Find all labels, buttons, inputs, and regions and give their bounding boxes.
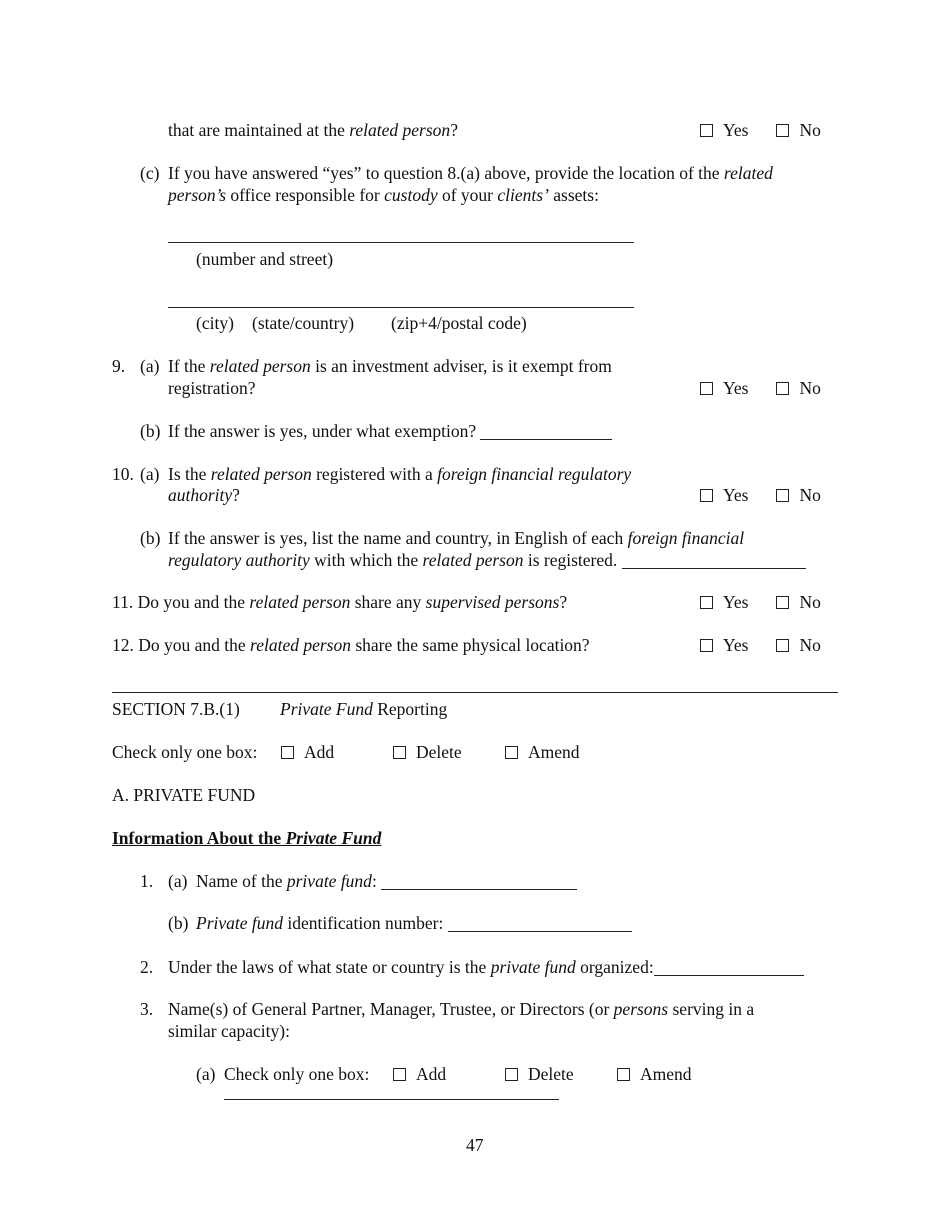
- q8c-text-line2: person’s office responsible for custody of your clients’ assets:: [168, 185, 599, 205]
- exemption-field[interactable]: [480, 423, 612, 440]
- pf3a-option-add: Add: [393, 1063, 446, 1085]
- checkbox-q10a-yes[interactable]: [700, 489, 713, 502]
- section-code: SECTION 7.B.(1): [112, 699, 240, 719]
- pf1b-label: (b): [168, 913, 189, 933]
- q8c-label: (c): [140, 163, 160, 183]
- pf3-number: 3.: [140, 999, 154, 1019]
- checkbox-pf3-amend[interactable]: [617, 1068, 630, 1081]
- q12-text: 12. Do you and the related person share the same physical location?: [112, 635, 590, 655]
- pf3a-option-amend: Amend: [617, 1063, 692, 1085]
- q10a-label: (a): [140, 464, 160, 484]
- q10b-label: (b): [140, 528, 161, 548]
- address-city-field[interactable]: [168, 307, 634, 308]
- q10-number: 10.: [112, 464, 134, 484]
- q9a-text-line2: registration?: [168, 378, 256, 398]
- checkbox-add[interactable]: [281, 746, 294, 759]
- info-heading: Information About the Private Fund: [112, 828, 382, 848]
- pf3-text-line1: Name(s) of General Partner, Manager, Trustee, or Directors (or persons serving in a: [168, 999, 755, 1019]
- checkbox-q9a-no[interactable]: [776, 382, 789, 395]
- city-caption: (city): [196, 313, 234, 333]
- checkbox-pf3-delete[interactable]: [505, 1068, 518, 1081]
- page-number: 47: [466, 1135, 484, 1155]
- q10b-text-line1: If the answer is yes, list the name and country, in English of each foreign financial: [168, 528, 745, 548]
- section-divider: [112, 692, 838, 693]
- checkbox-amend[interactable]: [505, 746, 518, 759]
- pf3a-label: (a): [196, 1064, 216, 1084]
- fund-name-field[interactable]: [381, 873, 577, 890]
- q10b-text-line2: regulatory authority with which the related person is registered.: [168, 549, 806, 571]
- q12-yes-no: Yes No: [700, 634, 821, 656]
- check-one-label: Check only one box:: [112, 742, 258, 762]
- q9b-text: If the answer is yes, under what exemption?: [168, 420, 612, 442]
- option-delete: Delete: [393, 741, 462, 763]
- option-amend: Amend: [505, 741, 580, 763]
- checkbox-q10a-no[interactable]: [776, 489, 789, 502]
- q10a-text-line1: Is the related person registered with a foreign financial regulatory: [168, 464, 632, 484]
- pf3a-check-label: Check only one box:: [224, 1064, 370, 1084]
- fund-id-field[interactable]: [448, 915, 632, 932]
- state-country-caption: (state/country): [252, 313, 355, 333]
- q11-yes-no: Yes No: [700, 591, 821, 613]
- q11-text: 11. Do you and the related person share any supervised persons?: [112, 592, 568, 612]
- checkbox-q12-no[interactable]: [776, 639, 789, 652]
- q9b-label: (b): [140, 421, 161, 441]
- zip-caption: (zip+4/postal code): [391, 313, 527, 333]
- pf2-number: 2.: [140, 957, 154, 977]
- checkbox-q12-yes[interactable]: [700, 639, 713, 652]
- pf1b-text: Private fund identification number:: [196, 912, 632, 934]
- pf2-text: Under the laws of what state or country is the private fund organized:: [168, 956, 804, 978]
- part-a-heading: A. PRIVATE FUND: [112, 785, 256, 805]
- q9a-label: (a): [140, 356, 160, 376]
- pf1a-text: Name of the private fund:: [196, 870, 577, 892]
- checkbox-q11-no[interactable]: [776, 596, 789, 609]
- section-title: Private Fund Reporting: [280, 699, 448, 719]
- checkbox-q8b-yes[interactable]: [700, 124, 713, 137]
- pf3a-option-delete: Delete: [505, 1063, 574, 1085]
- q8b-continuation: that are maintained at the related person?: [168, 120, 458, 140]
- organized-state-field[interactable]: [654, 959, 804, 976]
- pf1a-label: (a): [168, 871, 188, 891]
- checkbox-q11-yes[interactable]: [700, 596, 713, 609]
- checkbox-q9a-yes[interactable]: [700, 382, 713, 395]
- q10a-text-line2: authority?: [168, 485, 240, 505]
- q8c-text-line1: If you have answered “yes” to question 8.(a) above, provide the location of the related: [168, 163, 773, 183]
- pf3-text-line2: similar capacity):: [168, 1021, 290, 1041]
- pf1-number: 1.: [140, 871, 154, 891]
- q9a-text-line1: If the related person is an investment adviser, is it exempt from: [168, 356, 612, 376]
- checkbox-pf3-add[interactable]: [393, 1068, 406, 1081]
- address-street-caption: (number and street): [196, 249, 334, 269]
- q9a-yes-no: Yes No: [700, 377, 821, 399]
- address-street-field[interactable]: [168, 242, 634, 243]
- partner-name-field[interactable]: [224, 1099, 559, 1100]
- checkbox-delete[interactable]: [393, 746, 406, 759]
- regulatory-authority-field[interactable]: [622, 552, 806, 569]
- q9-number: 9.: [112, 356, 126, 376]
- option-add: Add: [281, 741, 334, 763]
- q10a-yes-no: Yes No: [700, 484, 821, 506]
- q8b-yes-no: Yes No: [700, 119, 821, 141]
- checkbox-q8b-no[interactable]: [776, 124, 789, 137]
